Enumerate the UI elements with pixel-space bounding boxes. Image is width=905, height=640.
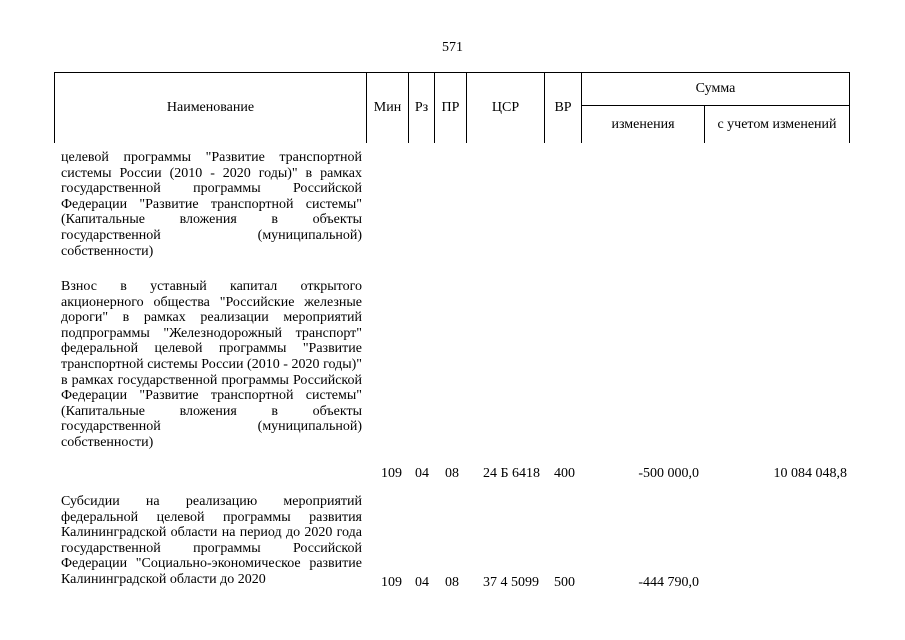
row-min: 109 — [381, 575, 402, 590]
header-vr: ВР — [544, 72, 581, 143]
row-csr: 24 Б 6418 — [483, 466, 541, 481]
header-izmeneniya: изменения — [581, 105, 704, 143]
row-csr: 37 4 5099 — [483, 575, 539, 590]
row-min: 109 — [381, 466, 402, 481]
row-name: Субсидии на реализацию мероприятий федеральной целевой программы развития Калининградской области на период до 2020 года государственной программы Российской Федерации "Социально-экономическое развитие Калининградской области до 2020 — [61, 494, 362, 587]
row-pr: 08 — [445, 575, 459, 590]
row-rz: 04 — [415, 466, 429, 481]
header-csr: ЦСР — [466, 72, 544, 143]
row-name: Взнос в уставный капитал открытого акционерного общества "Российские железные дороги" в рамках реализации мероприятий подпрограммы "Железнодорожный транспорт" федеральной целевой программы "Развитие транспортной системы России (2010 - 2020 годы)" в рамках государственной программы Российской Федерации "Развитие транспортной системы" (Капитальные вложения в объекты государственной (муниципальной) собственности) — [61, 279, 362, 450]
row-vr: 500 — [554, 575, 575, 590]
row-name: целевой программы "Развитие транспортной системы России (2010 - 2020 годы)" в рамках государственной программы Российской Федерации "Развитие транспортной системы" (Капитальные вложения в объекты государственной (муниципальной) собственности) — [61, 150, 362, 259]
page-number: 571 — [442, 40, 463, 55]
header-summa: Сумма — [581, 72, 850, 105]
header-rz: Рз — [408, 72, 434, 143]
header-name: Наименование — [54, 72, 366, 143]
row-rz: 04 — [415, 575, 429, 590]
row-vr: 400 — [554, 466, 575, 481]
row-pr: 08 — [445, 466, 459, 481]
header-s-uchetom: с учетом изменений — [704, 105, 850, 143]
row-change: -500 000,0 — [638, 466, 699, 481]
header-pr: ПР — [434, 72, 466, 143]
row-change: -444 790,0 — [638, 575, 699, 590]
header-min: Мин — [366, 72, 408, 143]
row-total: 10 084 048,8 — [773, 466, 847, 481]
